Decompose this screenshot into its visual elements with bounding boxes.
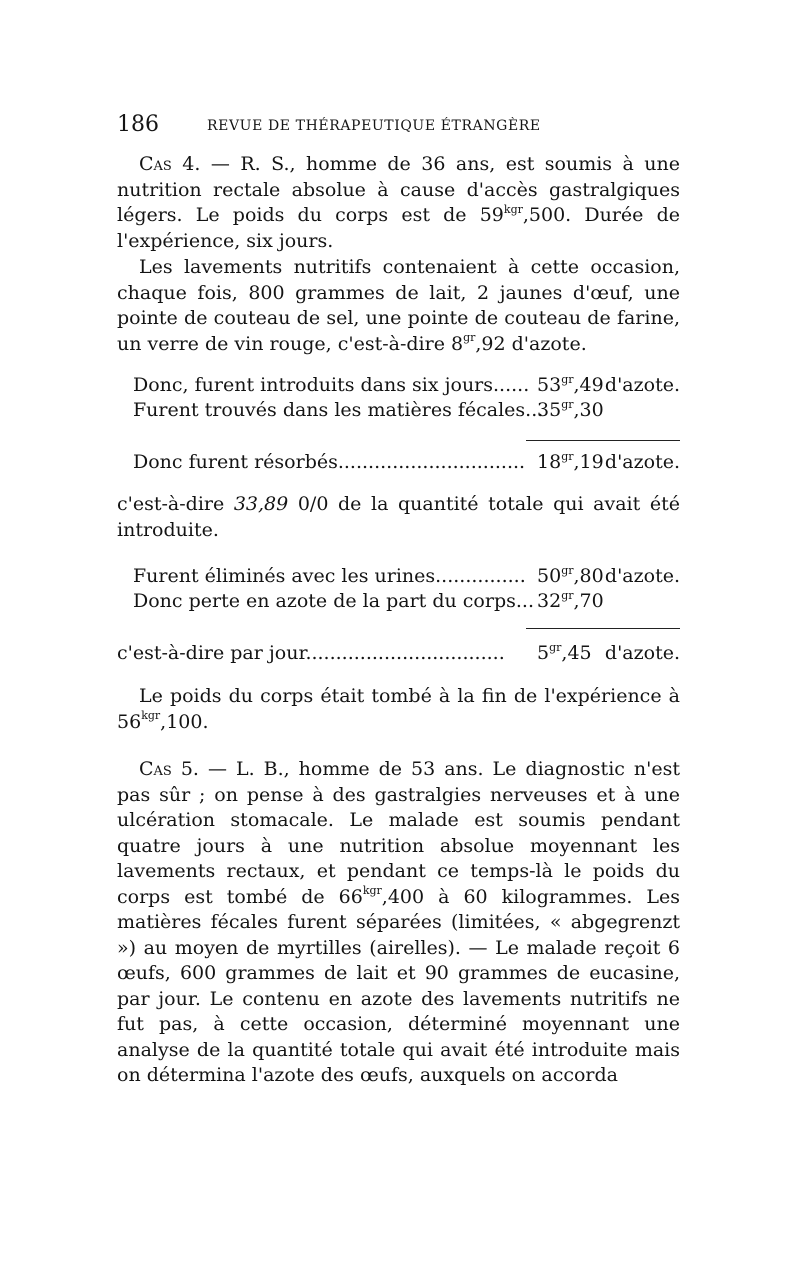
sum-rule [526,628,680,629]
row-label: c'est-à-dire par jour................................. [117,642,505,664]
case4-enema-paragraph [117,255,680,357]
case4-intro-paragraph [117,152,680,254]
row-label: Donc, furent introduits dans six jours...... [133,374,530,396]
case4-final-weight-paragraph: Le poids du corps était tombé à la fin de l'expérience à $56^{kgr},100$. [117,685,680,733]
case4-intro-tail: ,500. Durée de l'expérience, six jours. [117,204,680,252]
percent-value: 33,89 [233,493,289,515]
row-label: Furent éliminés avec les urines............... [133,565,526,587]
body-loss-row [133,590,680,616]
row-value: $32^{gr},70$ [537,588,604,612]
row-value: $18^{gr},19$ [537,449,604,473]
gram-unit: gr [463,331,476,345]
row-label: Furent trouvés dans les matières fécales... [133,399,544,421]
per-day-row [117,642,680,668]
row-unit: d'azote. [604,565,680,587]
case4-enema-text: Les lavements nutritifs contenaient à cette occasion, chaque fois, 800 grammes de lait, 2 jaunes d'œuf, une pointe de couteau de sel, une pointe de couteau de farine, un verre de vin rouge, c'est-à-dire 8 [117,256,680,355]
nitrogen-fecal-row [133,399,680,425]
case5-label: Cas 5. [139,758,199,780]
case5-paragraph: Cas 5. — L. B., homme de 53 ans. Le diagnostic n'est pas sûr ; on pense à des gastralgies nerveuses et à une ulcération stomacale. Le malade est soumis pendant quatre jours à une nutrition absolue moyennant les lavements rectaux, et pendant ce temps-là le poids du corps est tombé de $66^{kgr},400$ à 60 kilogrammes. Les matières fécales furent séparées (limitées, « abgegrenzt ») au moyen de myrtilles (airelles). — Le malade reçoit 6 œufs, 600 grammes de lait et 90 grammes de eucasine, par jour. Le contenu en azote des lavements nutritifs ne fut pas, à cette occasion, déterminé moyennant une analyse de la quantité totale qui avait été introduite mais on détermina l'azote des œufs, auxquels on accorda [117,758,681,1086]
page-number: 186 [117,112,159,137]
sum-rule [526,440,680,441]
weight-unit: kgr [503,202,523,216]
weight-unit: kgr [141,709,161,723]
nitrogen-absorbed-row [133,451,680,477]
row-unit: d'azote. [604,374,680,396]
row-value: $53^{gr},49$ [537,372,604,396]
page-header [117,112,680,142]
nitrogen-introduced-row [133,374,680,400]
row-value: $5^{gr},45$ [537,640,592,664]
row-value: $50^{gr},80$ [537,563,604,587]
case4-enema-tail: ,92 d'azote. [475,332,587,355]
row-label: Donc perte en azote de la part du corps... [133,590,534,612]
running-head: REVUE DE THÉRAPEUTIQUE ÉTRANGÈRE [207,118,541,134]
row-unit: d'azote. [604,451,680,473]
row-value: $35^{gr},30$ [537,397,604,421]
case4-label: Cas 4. [139,153,201,175]
case4-intro-text: — R. S., homme de 36 ans, est soumis à une nutrition rectale absolue à cause d'accès gastralgiques légers. Le poids du corps est de 59 [117,153,680,226]
row-unit: d'azote. [604,642,680,664]
row-label: Donc furent résorbés............................... [133,451,526,473]
weight-unit: kgr [362,884,382,898]
urine-eliminated-row [133,565,680,591]
case4-percent-paragraph: c'est-à-dire 33,89 0/0 de la quantité totale qui avait été introduite. [117,493,680,541]
